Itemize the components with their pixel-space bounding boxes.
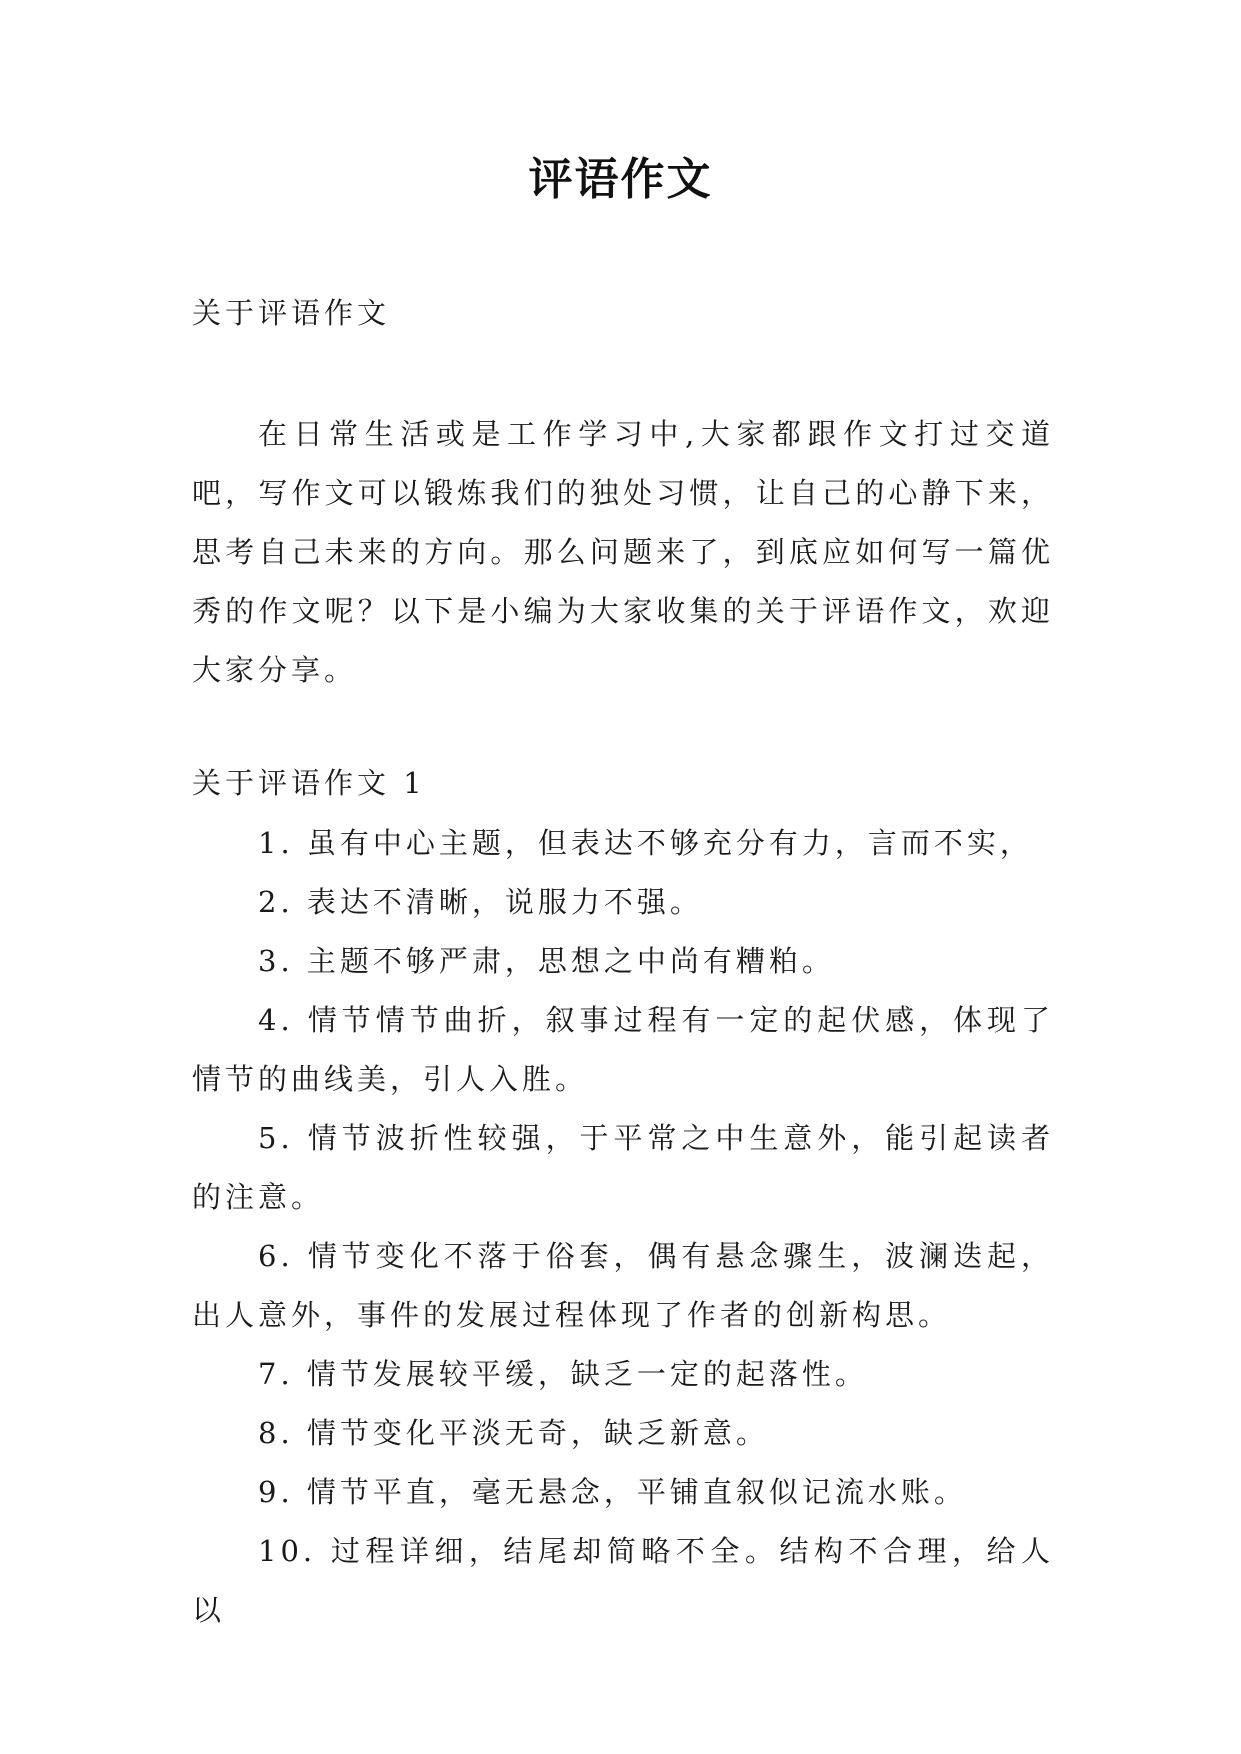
list-item: 1. 虽有中心主题，但表达不够充分有力，言而不实， [258,826,1033,860]
comment-list [192,814,1054,1640]
list-item: 5. 情节波折性较强，于平常之中生意外，能引起读者的注意。 [192,1121,1054,1214]
list-item: 8. 情节变化平淡无奇，缺乏新意。 [258,1416,769,1450]
intro-paragraph: 在日常生活或是工作学习中,大家都跟作文打过交道吧，写作文可以锻炼我们的独处习惯，让自己的心静下来，思考自己未来的方向。那么问题来了，到底应如何写一篇优秀的作文呢？以下是小编为大家收集的关于评语作文，欢迎大家分享。 [192,417,1054,687]
section-heading: 关于评语作文 1 [192,766,426,800]
list-item: 7. 情节发展较平缓，缺乏一定的起落性。 [258,1357,868,1391]
list-item: 9. 情节平直，毫无悬念，平铺直叙似记流水账。 [258,1475,967,1509]
document-title: 评语作文 [528,154,713,205]
document-subtitle: 关于评语作文 [192,296,391,330]
list-item: 10. 过程详细，结尾却简略不全。结构不合理，给人以 [192,1534,1054,1627]
list-item: 6. 情节变化不落于俗套，偶有悬念骤生，波澜迭起，出人意外，事件的发展过程体现了作者的创新构思。 [192,1239,1054,1332]
list-item: 4. 情节情节曲折，叙事过程有一定的起伏感，体现了情节的曲线美，引人入胜。 [192,1003,1054,1096]
list-item: 3. 主题不够严肃，思想之中尚有糟粕。 [258,944,835,978]
list-item: 2. 表达不清晰，说服力不强。 [258,885,703,919]
